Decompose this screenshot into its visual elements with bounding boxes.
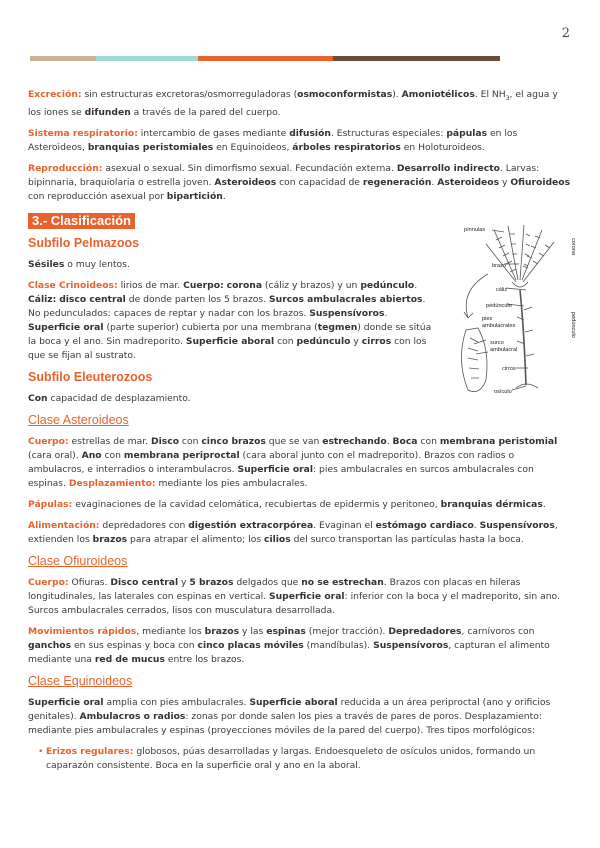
respiratorio-paragraph: Sistema respiratorio: intercambio de gases mediante difusión. Estructuras especiales: pápulas en los Asteroideos, branquias peristomiales en Equinoideos, árboles respiratorios en Holoturoideos. — [28, 127, 518, 153]
clase-asteroideos-title: Clase Asteroideos — [28, 412, 129, 427]
ofiuroideos-movimientos-paragraph: Movimientos rápidos, mediante los brazos y las espinas (mejor tracción). Depredadores, carnívoros con ganchos en sus espinas y boca con cinco placas móviles (mandíbulas). Suspensívoros, capturan el alimento mediante una red de mucus entre los brazos. — [28, 625, 550, 665]
asteroideos-cuerpo-paragraph: Cuerpo: estrellas de mar. Disco con cinco brazos que se van estrechando. Boca con membrana peristomial (cara oral). Ano con membrana periproctal (cara aboral junto con el madreporito). Brazos con radios o ambulacros, e interradios o interambulacros. Superficie oral: pies ambulacrales en surcos ambulacrales con espinas. Desplazamiento: mediante los pies ambulacrales. — [28, 435, 558, 489]
label-caliz: cáliz — [496, 287, 508, 293]
label-ambulacral: ambulacral — [490, 347, 518, 353]
equinoideos-paragraph: Superficie oral amplia con pies ambulacrales. Superficie aboral reducida a un área periproctal (ano y orificios genitales). Ambulacros o radios: zonas por donde salen los pies a través de pares de poros. Desplazamiento: mediante pies ambulacrales y espinas (proyecciones móviles de la pared del cuerpo). Tres tipos morfológicos: — [28, 696, 551, 736]
subfilo-eleuterozoos-title: Subfilo Eleuterozoos — [28, 369, 153, 384]
reproduccion-paragraph: Reproducción: asexual o sexual. Sin dimorfismo sexual. Fecundación externa. Desarrollo indirecto. Larvas: bipinnaria, braquiolaria o estrella joven. Asteroideos con capacidad de regeneración. Asteroideos y Ofiuroideos con reproducción asexual por bipartición. — [28, 162, 571, 202]
label-ambulacrales: ambulacrales — [482, 323, 516, 329]
asteroideos-papulas-paragraph: Pápulas: evaginaciones de la cavidad celomática, recubiertas de epidermis y peritoneo, branquias dérmicas. — [28, 498, 546, 510]
crinoideos-paragraph: Clase Crinoideos: lirios de mar. Cuerpo: corona (cáliz y brazos) y un pedúnculo. Cáliz: disco central de donde parten los 5 brazos. Surcos ambulacrales abiertos. No pedunculados: capaces de reptar y nadar con los brazos. Suspensívoros. Superficie oral (parte superior) cubierta por una membrana (tegmen) donde se sitúa la boca y el ano. Sin madreporito. Superficie aboral con pedúnculo y cirros con los que se fijan al sustrato. — [28, 279, 432, 361]
sesiles-paragraph: Sésiles o muy lentos. — [28, 258, 130, 270]
header-bar-teal — [96, 56, 198, 61]
page-number: 2 — [561, 26, 570, 41]
crinoid-illustration — [446, 220, 578, 396]
section-heading-clasificacion: 3.- Clasificación — [28, 213, 135, 229]
label-peduncul-side: pedúnculo — [570, 312, 576, 338]
clase-ofiuroideos-title: Clase Ofiuroideos — [28, 553, 128, 568]
label-pinnulas: pínnulas — [464, 227, 486, 233]
label-brazo: brazo — [492, 263, 506, 269]
page-content — [28, 88, 572, 773]
clase-equinoideos-title: Clase Equinoideos — [28, 673, 133, 688]
equinoideos-list — [28, 745, 572, 773]
label-peduncul: pedúnculo — [486, 303, 512, 309]
header-color-bars — [30, 56, 500, 61]
subfilo-pelmazoos-title: Subfilo Pelmazoos — [28, 235, 140, 250]
header-bar-brown — [333, 56, 500, 61]
label-pies: pies — [482, 316, 493, 322]
label-surco: surco — [490, 340, 504, 346]
label-corona: corona — [570, 238, 576, 256]
ofiuroideos-cuerpo-paragraph: Cuerpo: Ofiuras. Disco central y 5 brazos delgados que no se estrechan. Brazos con placas en hileras longitudinales, las laterales con espinas en vertical. Superficie oral: inferior con la boca y el madreporito, sin ano. Surcos ambulacrales cerrados, lisos con musculatura desarrollada. — [28, 576, 560, 616]
excrecion-paragraph: Excreción: sin estructuras excretoras/osmorreguladoras (osmoconformistas). Amoniotélicos. El $NH_3$, el agua y los iones se difunden a través de la pared del cuerpo. — [28, 89, 558, 118]
eleuterozoos-paragraph: Con capacidad de desplazamiento. — [28, 392, 191, 404]
header-bar-orange — [198, 56, 333, 61]
header-bar-tan — [30, 56, 96, 61]
list-item: • Erizos regulares: globosos, púas desarrolladas y largas. Endoesqueleto de osículos unidos, formando un caparazón consistente. Boca en la superficie oral y ano en la aboral. — [38, 745, 572, 773]
label-cirros: cirros — [502, 366, 516, 372]
asteroideos-alimentacion-paragraph: Alimentación: depredadores con digestión extracorpórea. Evaginan el estómago cardiaco. Suspensívoros, extienden los brazos para atrapar el alimento; los cilios del surco transportan las partículas hasta la boca. — [28, 519, 558, 545]
label-osiculo: osículo — [494, 389, 512, 395]
